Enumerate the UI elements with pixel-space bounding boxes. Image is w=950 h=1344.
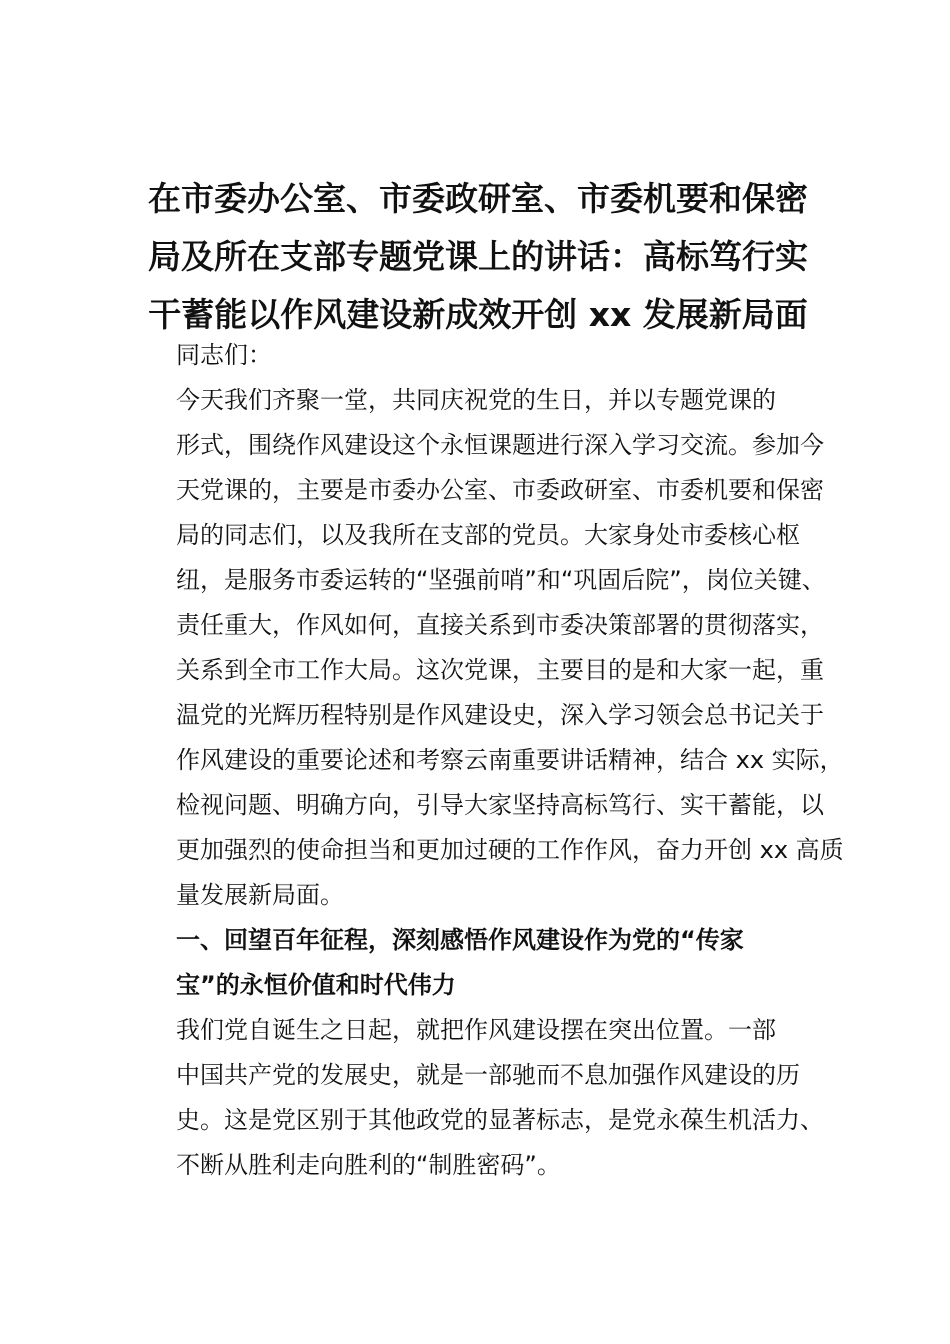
text-line: 不断从胜利走向胜利的“制胜密码”。 bbox=[176, 1151, 561, 1179]
text-line: 责任重大，作风如何，直接关系到市委决策部署的贯彻落实， bbox=[176, 611, 824, 639]
title-line: 局及所在支部专题党课上的讲话：高标笃行实 bbox=[148, 237, 808, 276]
title-line: 干蓄能以作风建设新成效开创 xx 发展新局面 bbox=[148, 295, 808, 334]
text-line: 纽，是服务市委运转的“坚强前哨”和“巩固后院”，岗位关键、 bbox=[176, 566, 826, 594]
text-line: 天党课的，主要是市委办公室、市委政研室、市委机要和保密 bbox=[176, 476, 824, 504]
text-line: 量发展新局面。 bbox=[176, 881, 344, 909]
text-line: 检视问题、明确方向，引导大家坚持高标笃行、实干蓄能，以 bbox=[176, 791, 824, 819]
text-line: 作风建设的重要论述和考察云南重要讲话精神，结合 xx 实际， bbox=[176, 746, 844, 774]
document-body bbox=[128, 333, 844, 1188]
text-line: 今天我们齐聚一堂，共同庆祝党的生日，并以专题党课的 bbox=[176, 386, 776, 414]
salutation bbox=[128, 333, 828, 378]
paragraph-section-1 bbox=[128, 1008, 828, 1188]
section-heading-1 bbox=[128, 918, 828, 1008]
document-title bbox=[118, 170, 838, 344]
text-line: 局的同志们，以及我所在支部的党员。大家身处市委核心枢 bbox=[176, 521, 800, 549]
text-line: 形式，围绕作风建设这个永恒课题进行深入学习交流。参加今 bbox=[176, 431, 824, 459]
paragraph-intro bbox=[128, 378, 844, 918]
text-line: 我们党自诞生之日起，就把作风建设摆在突出位置。一部 bbox=[176, 1016, 776, 1044]
heading-line: 一、回望百年征程，深刻感悟作风建设作为党的“传家 bbox=[176, 926, 744, 954]
text-line: 更加强烈的使命担当和更加过硬的工作作风，奋力开创 xx 高质 bbox=[176, 836, 844, 864]
heading-line: 宝”的永恒价值和时代伟力 bbox=[176, 971, 456, 999]
text-line: 温党的光辉历程特别是作风建设史，深入学习领会总书记关于 bbox=[176, 701, 824, 729]
title-line: 在市委办公室、市委政研室、市委机要和保密 bbox=[148, 179, 808, 218]
salutation-text: 同志们： bbox=[176, 341, 272, 369]
text-line: 关系到全市工作大局。这次党课，主要目的是和大家一起，重 bbox=[176, 656, 824, 684]
text-line: 中国共产党的发展史，就是一部驰而不息加强作风建设的历 bbox=[176, 1061, 800, 1089]
text-line: 史。这是党区别于其他政党的显著标志，是党永葆生机活力、 bbox=[176, 1106, 824, 1134]
